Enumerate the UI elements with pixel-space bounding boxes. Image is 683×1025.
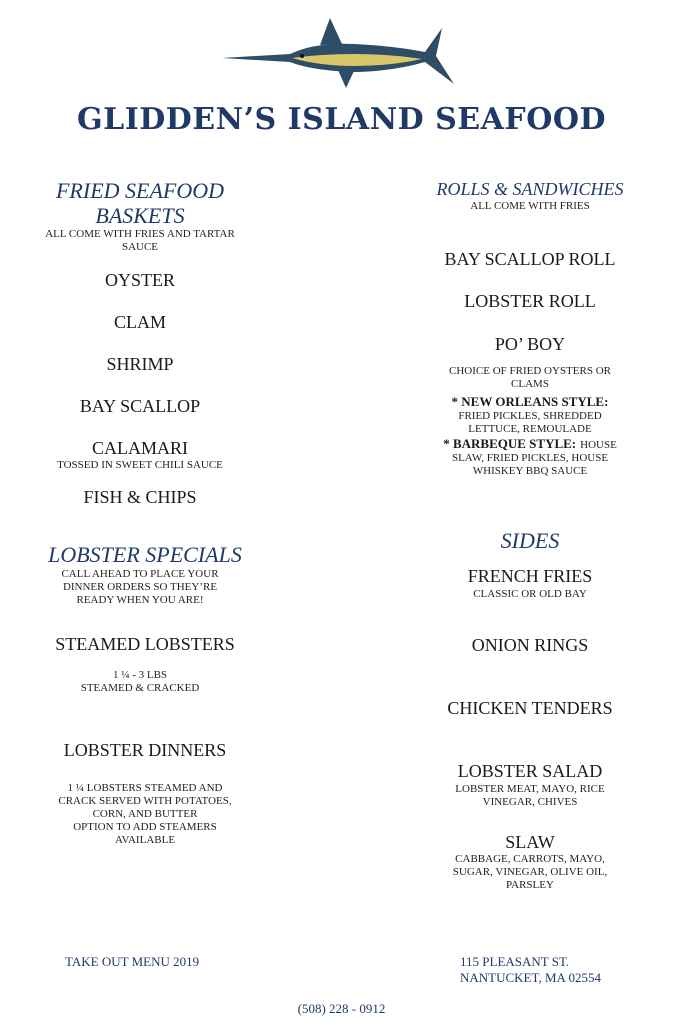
calamari-note: TOSSED IN SWEET CHILI SAUCE [57, 459, 223, 471]
po-boy-notes [400, 365, 660, 478]
fried-note-line1: ALL COME WITH FRIES AND TARTAR [45, 228, 235, 240]
bbq-line: SLAW, FRIED PICKLES, HOUSE [451, 452, 609, 464]
dinners-note-line: AVAILABLE [114, 834, 176, 846]
po-boy-note-line: CLAMS [511, 378, 549, 390]
fried-seafood-section [20, 178, 260, 254]
menu-item-lobster-roll: LOBSTER ROLL [464, 291, 596, 311]
dinners-note-line: CRACK SERVED WITH POTATOES, [58, 795, 232, 807]
footer-address-line1: 115 PLEASANT ST. [460, 954, 570, 969]
menu-item-french-fries: FRENCH FRIES [467, 566, 593, 586]
lobster-dinners-notes [20, 782, 270, 847]
dinners-note-line: 1 ¼ LOBSTERS STEAMED AND [67, 782, 223, 794]
lobster-salad-note-line: VINEGAR, CHIVES [482, 796, 578, 808]
menu-item-bay-scallop: BAY SCALLOP [79, 396, 201, 416]
new-orleans-line: FRIED PICKLES, SHREDDED [458, 410, 602, 422]
menu-item-lobster-dinners: LOBSTER DINNERS [63, 740, 227, 760]
menu-item-steamed-lobsters: STEAMED LOBSTERS [55, 634, 235, 654]
new-orleans-line: LETTUCE, REMOULADE [468, 423, 592, 435]
footer-phone: (508) 228 - 0912 [297, 1001, 386, 1016]
menu-item-po-boy: PO’ BOY [494, 334, 566, 354]
rolls-note: ALL COME WITH FRIES [470, 200, 590, 212]
menu-item-chicken-tenders: CHICKEN TENDERS [447, 698, 613, 718]
steamed-lobsters-notes [20, 669, 260, 695]
bbq-style-row [400, 436, 660, 452]
lobster-note-line: DINNER ORDERS SO THEY’RE [62, 581, 218, 593]
bbq-style-label: * BARBEQUE STYLE: [443, 436, 577, 451]
lobster-heading: LOBSTER SPECIALS [48, 542, 242, 567]
sides-heading: SIDES [500, 528, 560, 553]
fried-note-line2: SAUCE [121, 241, 159, 253]
page-title: GLIDDEN’S ISLAND SEAFOOD [77, 102, 606, 137]
rolls-heading: ROLLS & SANDWICHES [436, 179, 624, 199]
footer-address-line2: NANTUCKET, MA 02554 [460, 970, 601, 985]
slaw-notes [400, 853, 660, 892]
lobster-note-line: CALL AHEAD TO PLACE YOUR [61, 568, 219, 580]
lobster-note [20, 568, 260, 607]
menu-item-oyster: OYSTER [104, 270, 175, 290]
lobster-salad-note-line: LOBSTER MEAT, MAYO, RICE [455, 783, 605, 795]
menu-item-bay-scallop-roll: BAY SCALLOP ROLL [444, 249, 616, 269]
menu-item-shrimp: SHRIMP [106, 354, 174, 374]
lobster-note-line: READY WHEN YOU ARE! [76, 594, 204, 606]
lobster-salad-notes [400, 783, 660, 809]
menu-item-calamari: CALAMARI [91, 438, 188, 458]
menu-item-onion-rings: ONION RINGS [471, 635, 589, 655]
footer-menu-year: TAKE OUT MENU 2019 [65, 954, 200, 969]
french-fries-note: CLASSIC OR OLD BAY [473, 588, 587, 600]
swordfish-icon [220, 14, 460, 98]
bbq-style-first: HOUSE [580, 439, 617, 451]
bbq-line: WHISKEY BBQ SAUCE [472, 465, 588, 477]
menu-item-clam: CLAM [113, 312, 166, 332]
steamed-note-line: STEAMED & CRACKED [80, 682, 200, 694]
slaw-note-line: SUGAR, VINEGAR, OLIVE OIL, [452, 866, 608, 878]
dinners-note-line: CORN, AND BUTTER [92, 808, 198, 820]
menu-item-fish-chips: FISH & CHIPS [83, 487, 197, 507]
new-orleans-style-label: * NEW ORLEANS STYLE: [451, 394, 609, 409]
dinners-note-line: OPTION TO ADD STEAMERS [73, 821, 217, 833]
slaw-note-line: CABBAGE, CARROTS, MAYO, [455, 853, 605, 865]
steamed-note-line: 1 ¼ - 3 LBS [112, 669, 168, 681]
fried-heading-line2: BASKETS [95, 203, 185, 228]
po-boy-note-line: CHOICE OF FRIED OYSTERS OR [449, 365, 611, 377]
fried-heading-line1: FRIED SEAFOOD [55, 178, 224, 203]
slaw-note-line: PARSLEY [506, 879, 554, 891]
menu-item-slaw: SLAW [505, 832, 555, 852]
menu-item-lobster-salad: LOBSTER SALAD [457, 761, 603, 781]
